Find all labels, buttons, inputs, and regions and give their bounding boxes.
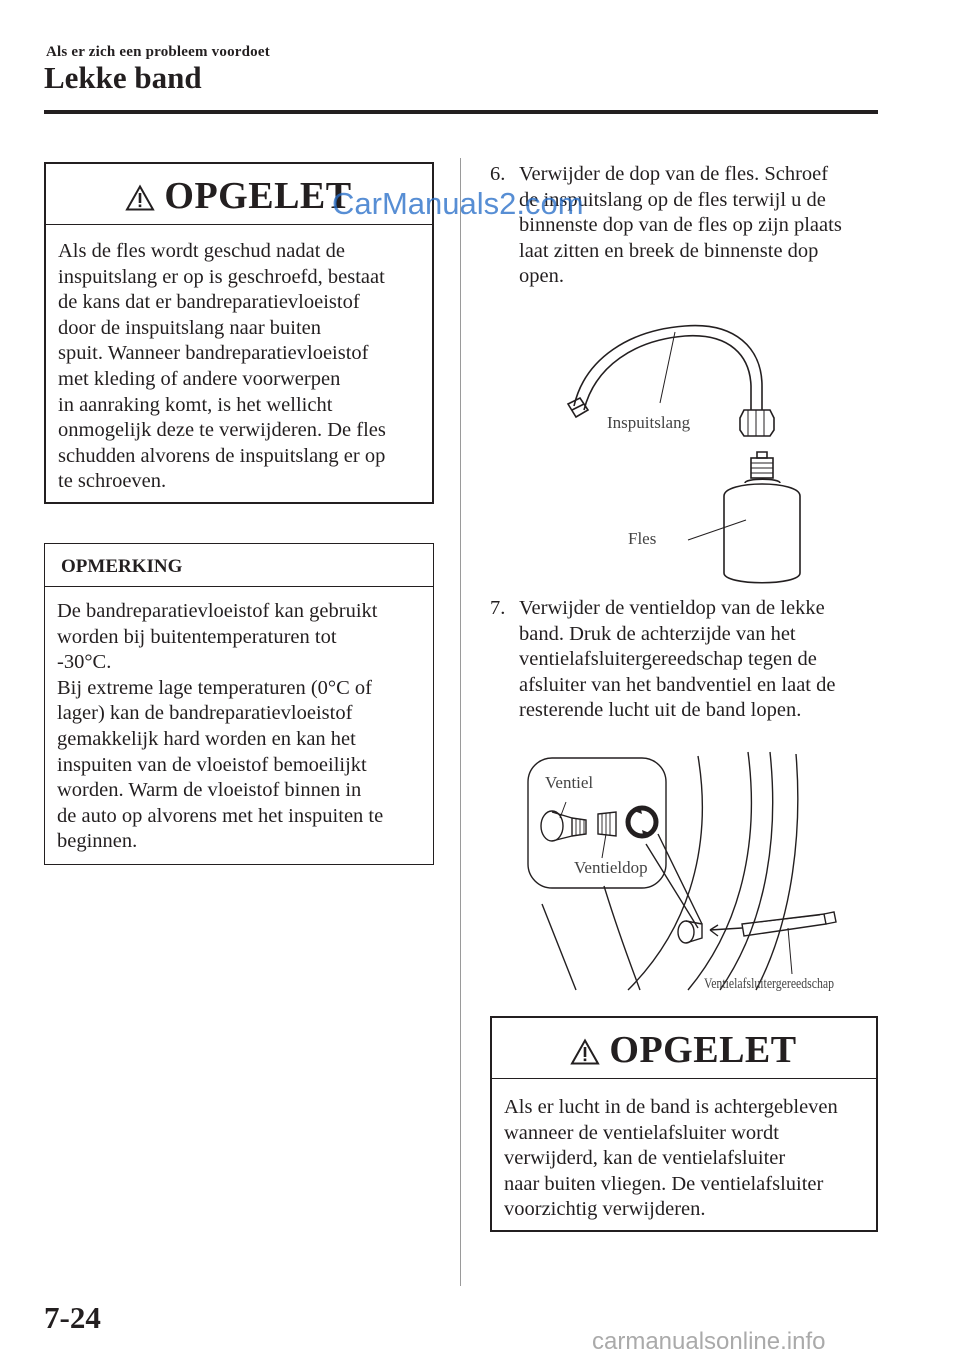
hose-bottle-figure: [540, 318, 840, 588]
step-line: Verwijder de ventieldop van de lekke: [519, 597, 825, 619]
note-line: worden bij buitentemperaturen tot: [57, 625, 337, 648]
valve-figure: [520, 748, 850, 998]
column-divider: [460, 158, 461, 1286]
warning-triangle-icon: [126, 185, 154, 211]
step-line: de inspuitslang op de fles terwijl u de: [519, 188, 826, 211]
caution-line: wanneer de ventielafsluiter wordt: [504, 1121, 779, 1144]
step-line: afsluiter van het bandventiel en laat de: [519, 673, 836, 696]
note-title: OPMERKING: [61, 556, 183, 577]
caution-line: verwijderd, kan de ventielafsluiter: [504, 1147, 786, 1170]
caution-line: schudden alvorens de inspuitslang er op: [58, 444, 386, 467]
step-number: 6.: [490, 163, 506, 185]
page-number: 7-24: [44, 1300, 101, 1335]
header-rule: [44, 110, 878, 114]
label-ventiel: Ventiel: [545, 773, 594, 792]
label-inspuitslang: Inspuitslang: [607, 413, 691, 432]
step-line: band. Druk de achterzijde van het: [519, 622, 796, 645]
caution-title-2: [492, 1028, 876, 1072]
caution-line: de kans dat er bandreparatievloeistof: [58, 291, 360, 314]
note-line: -30°C.: [57, 651, 112, 674]
caution-line: met kleding of andere voorwerpen: [58, 367, 341, 390]
step-line: Verwijder de dop van de fles. Schroef: [519, 163, 829, 185]
caution-line: Als de fles wordt geschud nadat de: [58, 240, 345, 262]
label-fles: Fles: [628, 529, 657, 548]
note-line: Bij extreme lage temperaturen (0°C of: [57, 676, 373, 699]
note-box: [44, 543, 434, 865]
note-line: De bandreparatievloeistof kan gebruikt: [57, 600, 378, 622]
leader-line: [660, 332, 675, 403]
leader-line: [688, 520, 746, 540]
caution-box-2: [490, 1016, 878, 1232]
caution-line: voorzichtig verwijderen.: [504, 1198, 706, 1221]
note-line: worden. Warm de vloeistof binnen in: [57, 779, 362, 802]
caution-line: onmogelijk deze te verwijderen. De fles: [58, 419, 386, 442]
caution-body-1: [46, 239, 432, 495]
label-ventielafsluitergereedschap: Ventielafsluitergereedschap: [704, 976, 834, 992]
section-label: Als er zich een probleem voordoet: [46, 44, 270, 60]
note-line: lager) kan de bandreparatievloeistof: [57, 702, 353, 725]
watermark-text: CarManuals2.com: [332, 186, 584, 221]
note-line: gemakkelijk hard worden en kan het: [57, 727, 356, 750]
step-line: laat zitten en breek de binnenste dop: [519, 239, 819, 262]
caution-line: naar buiten vliegen. De ventielafsluiter: [504, 1172, 824, 1195]
step-text: [519, 162, 879, 290]
caution-line: door de inspuitslang naar buiten: [58, 316, 322, 339]
caution-line: te schroeven.: [58, 470, 167, 493]
footer-site-mark: carmanualsonline.info: [592, 1328, 826, 1355]
step-text: [519, 596, 879, 724]
note-body: [45, 599, 433, 855]
step-line: open.: [519, 265, 564, 287]
note-header: [45, 544, 433, 587]
caution-title-text-2: OPGELET: [609, 1029, 797, 1071]
page-title: Lekke band: [44, 60, 202, 95]
caution-body-2: [492, 1095, 876, 1223]
caution-header-2: [492, 1018, 876, 1079]
caution-line: Als er lucht in de band is achtergebleven: [504, 1096, 838, 1118]
note-line: inspuiten van de vloeistof bemoeilijkt: [57, 753, 367, 776]
step-number: 7.: [490, 597, 506, 619]
step-line: ventielafsluitergereedschap tegen de: [519, 648, 817, 670]
note-line: de auto op alvorens met het inspuiten te: [57, 804, 384, 827]
caution-title-text-1: OPGELET: [164, 175, 352, 217]
step-line: resterende lucht uit de band lopen.: [519, 699, 802, 721]
caution-line: spuit. Wanneer bandreparatievloeistof: [58, 342, 369, 365]
caution-line: in aanraking komt, is het wellicht: [58, 393, 333, 416]
warning-triangle-icon: [571, 1039, 599, 1065]
step-line: binnenste dop van de fles op zijn plaats: [519, 214, 842, 236]
note-line: beginnen.: [57, 830, 138, 853]
label-ventieldop: Ventieldop: [574, 858, 648, 877]
caution-line: inspuitslang er op is geschroefd, bestaat: [58, 265, 385, 288]
